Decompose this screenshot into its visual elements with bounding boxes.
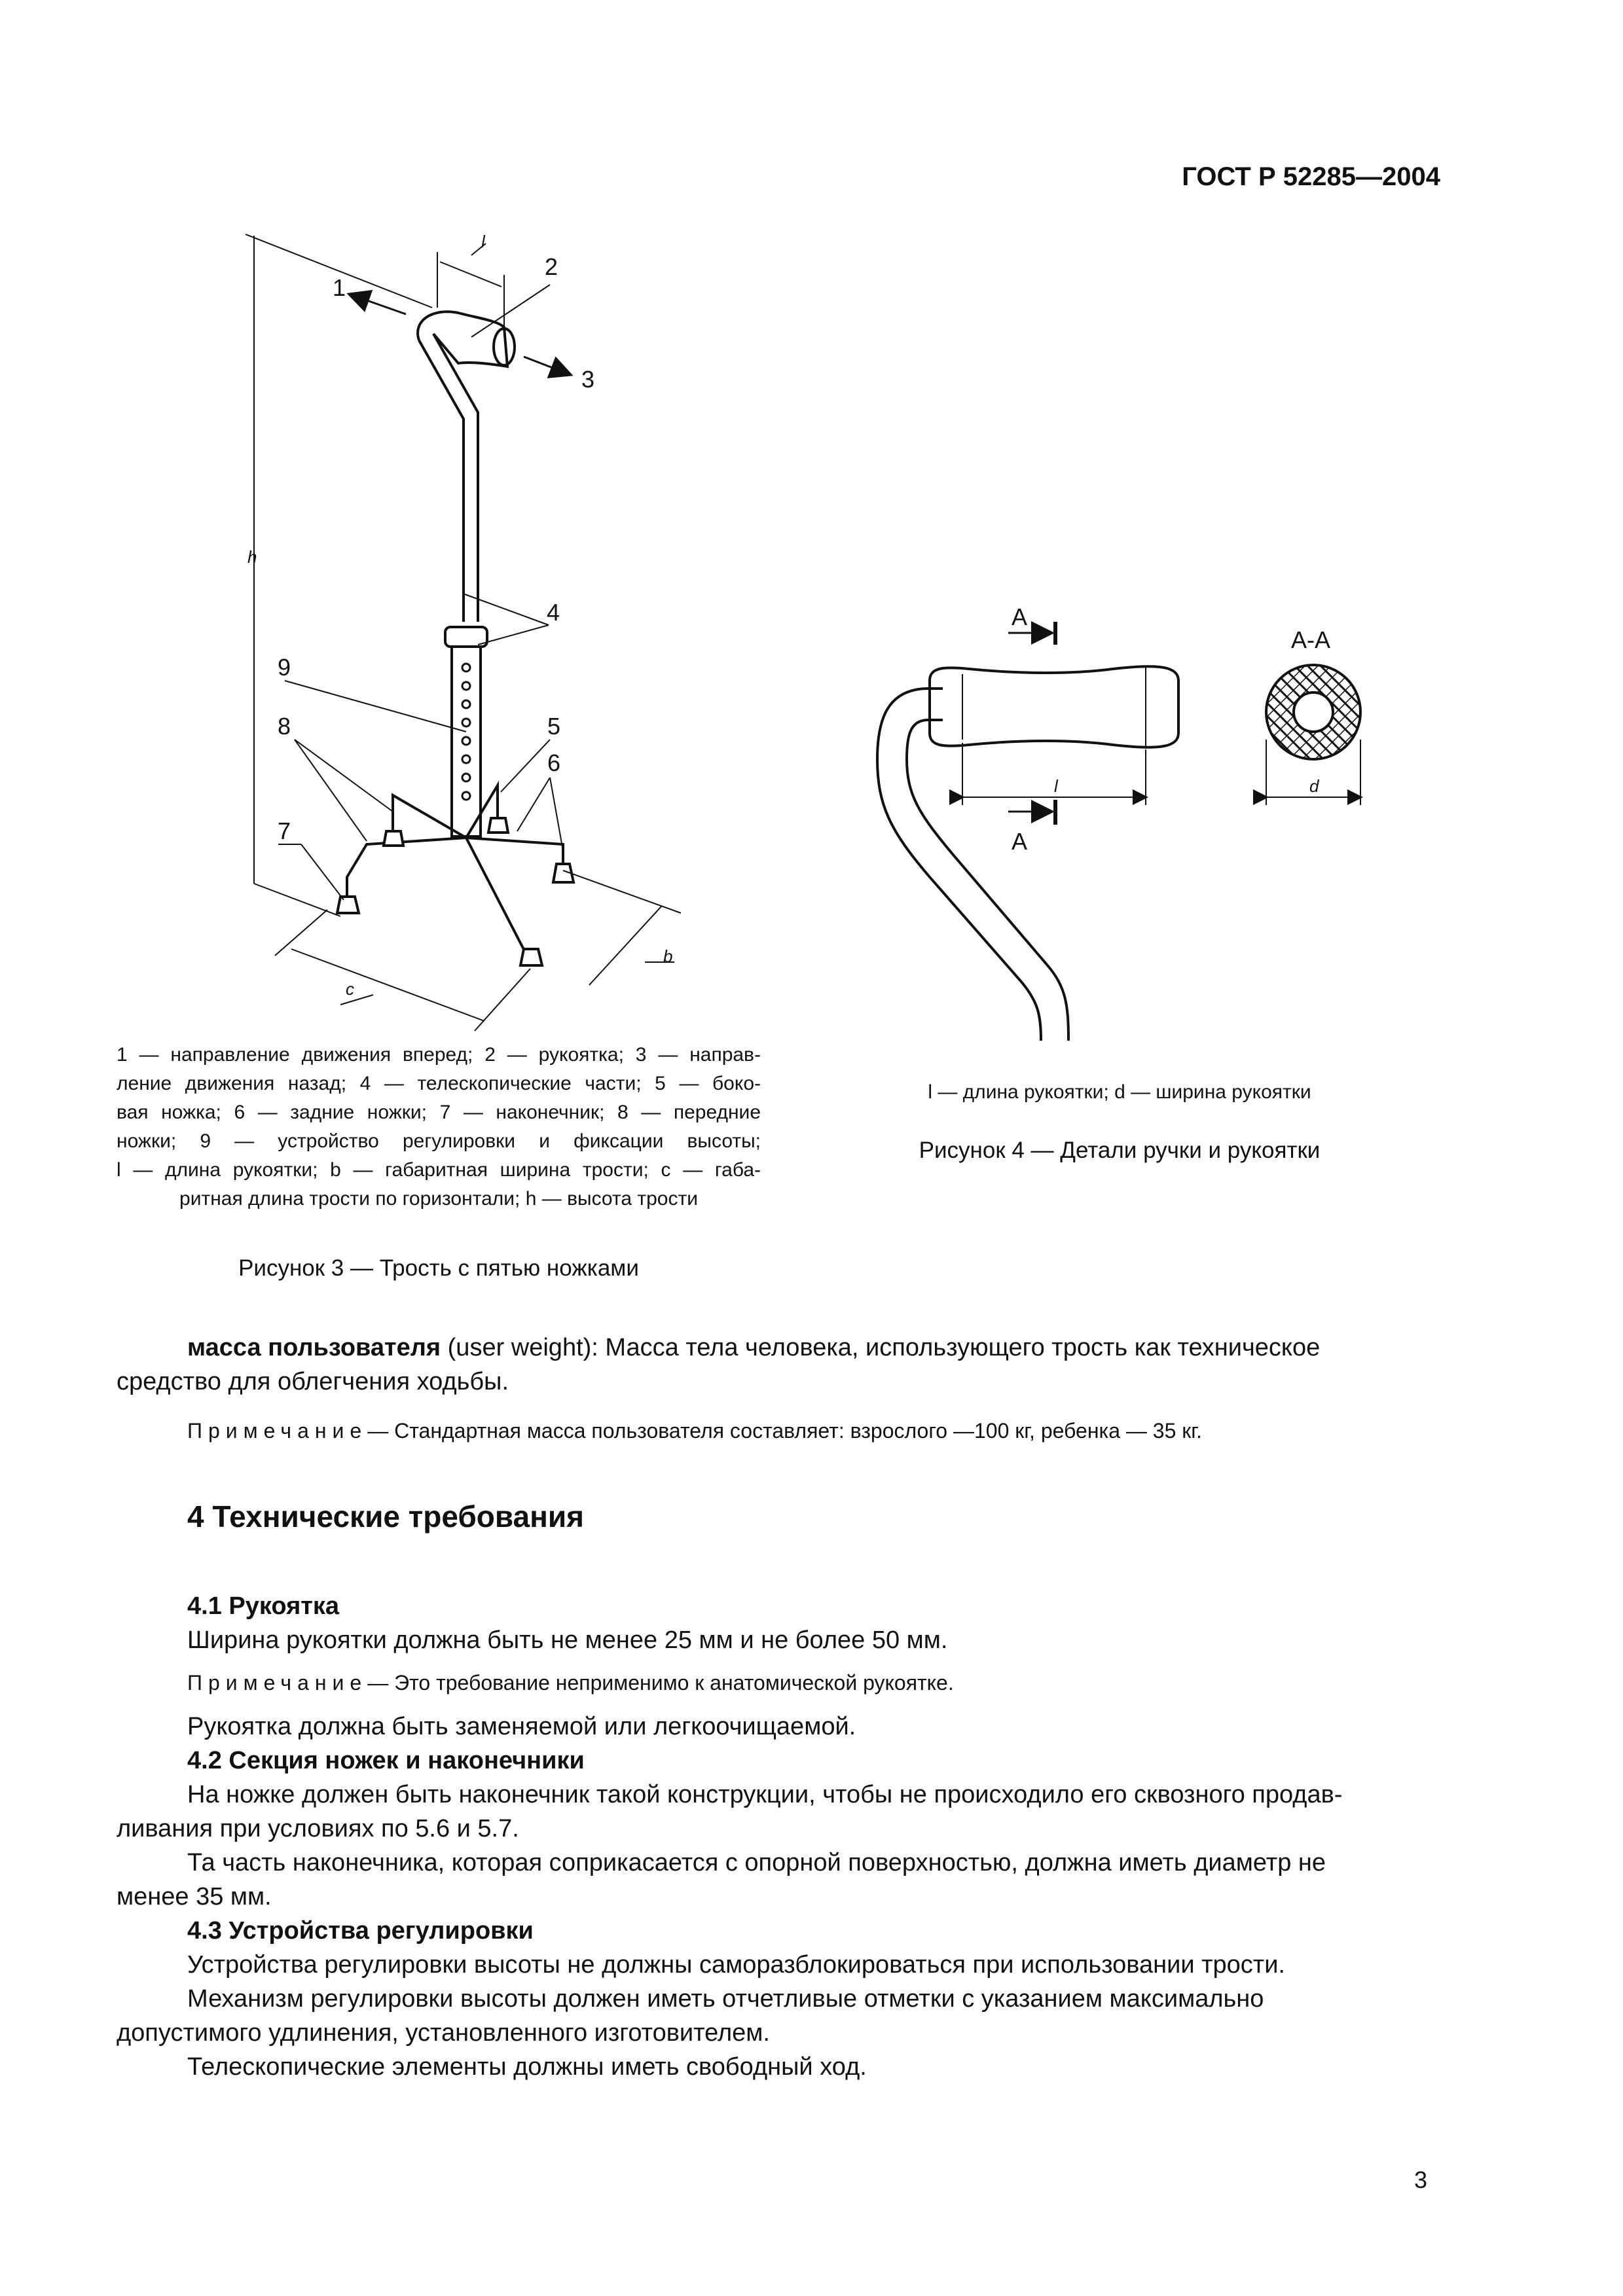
fig3-label-3: 3 [581,366,595,393]
figure3-labels [247,232,672,999]
subsection-4-1-cont [117,1710,1440,2084]
fig4-label-a-top: A [1012,603,1028,630]
figure3-legend-line: ление движения назад; 4 — телескопические части; 5 — боко- [117,1073,761,1094]
note-text: — Стандартная масса пользователя составляет: взрослого —100 кг, ребенка — 35 кг. [367,1419,1202,1443]
paragraph-cont: менее 35 мм. [117,1883,272,1910]
subsection-title: 4.1 Рукоятка [187,1592,340,1620]
fig3-label-9: 9 [278,654,291,681]
figure3-legend-line: вая ножка; 6 — задние ножки; 7 — наконечник; 8 — передние [117,1102,761,1123]
paragraph-cont: допустимого удлинения, установленного изготовителем. [117,2019,770,2047]
figure4-legend: l — длина рукоятки; d — ширина рукоятки [928,1081,1311,1103]
fig3-label-b: b [663,946,673,966]
paragraph: Устройства регулировки высоты не должны саморазблокироваться при использовании трости. [187,1951,1285,1979]
figure3-legend-line: l — длина рукоятки; b — габаритная ширина трости; c — габа- [117,1159,761,1181]
fig4-label-section: A-A [1291,626,1331,653]
fig4-label-a-bottom: A [1012,828,1028,855]
page-number: 3 [1414,2166,1428,2193]
fig3-label-h: h [247,547,257,567]
figure4-caption: Рисунок 4 — Детали ручки и рукоятки [919,1138,1321,1163]
fig3-label-8: 8 [278,713,291,740]
definition-term-en: (user weight): [447,1334,598,1361]
fig3-label-l: l [481,232,485,251]
paragraph: Телескопические элементы должны иметь свободный ход. [187,2053,867,2081]
paragraph-cont: ливания при условиях по 5.6 и 5.7. [117,1815,519,1842]
fig3-label-6: 6 [547,749,561,776]
section-heading: 4 Технические требования [187,1499,584,1534]
figures-drawing [0,0,1623,1113]
paragraph: Рукоятка должна быть заменяемой или легкоочищаемой. [187,1713,856,1740]
fig3-label-1: 1 [333,274,346,301]
definition-paragraph [117,1331,1440,1399]
paragraph: Ширина рукоятки должна быть не менее 25 мм и не более 50 мм. [187,1626,948,1654]
definition-text-cont: средство для облегчения ходьбы. [117,1368,509,1395]
subsection-title: 4.3 Устройства регулировки [187,1917,534,1945]
paragraph: На ножке должен быть наконечник такой конструкции, чтобы не происходило его сквозного продав- [187,1781,1343,1808]
definition-term: масса пользователя [187,1334,441,1361]
fig3-label-2: 2 [545,253,558,280]
document-standard-number: ГОСТ Р 52285—2004 [1182,162,1440,191]
note-label: Примечание [187,1671,368,1695]
fig3-label-7: 7 [278,817,291,844]
figure3-legend-line: 1 — направление движения вперед; 2 — рукоятка; 3 — направ- [117,1044,761,1066]
fig4-label-d: d [1309,776,1319,796]
figure4-handle-drawing [877,622,1178,1041]
note-label: Примечание [187,1419,368,1443]
definition-text: Масса тела человека, использующего трость как техническое [605,1334,1321,1361]
figure3-legend-line: ножки; 9 — устройство регулировки и фиксации высоты; [117,1130,761,1152]
figure3-caption: Рисунок 3 — Трость с пятью ножками [238,1255,639,1281]
fig3-label-5: 5 [547,713,561,740]
figure3-legend-line: ритная длина трости по горизонтали; h — высота трости [179,1188,698,1210]
figure3-legend [117,1041,761,1213]
paragraph: Та часть наконечника, которая соприкасается с опорной поверхностью, должна иметь диаметр не [187,1849,1326,1876]
definition-note [117,1414,1440,1448]
subsection-4-1-note [117,1666,1440,1700]
fig3-label-c: c [346,979,354,999]
fig4-label-l: l [1054,776,1058,796]
subsection-title: 4.2 Секция ножек и наконечники [187,1747,585,1774]
figure3-cane-drawing [246,234,681,1031]
subsection-4-1 [117,1589,1440,1657]
note-text: — Это требование неприменимо к анатомической рукоятке. [367,1671,954,1695]
fig3-label-4: 4 [547,599,560,626]
paragraph: Механизм регулировки высоты должен иметь отчетливые отметки с указанием максимально [187,1985,1264,2013]
